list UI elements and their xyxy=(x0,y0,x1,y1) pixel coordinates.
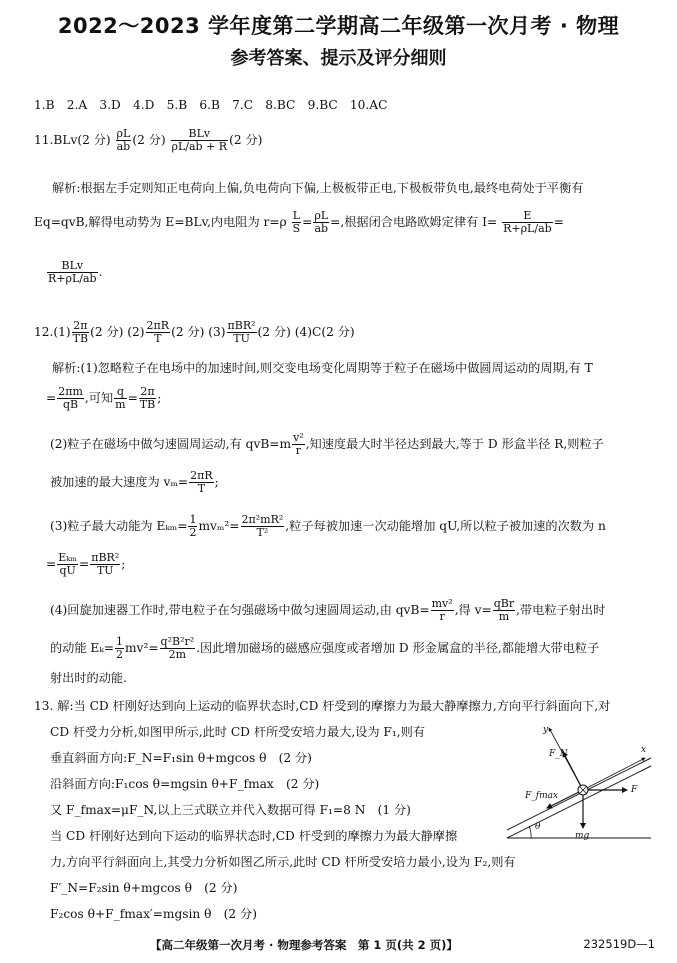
incline-line-lower xyxy=(507,766,651,838)
q12-explanation-1a: 解析:(1)忽略粒子在电场中的加速时间,则交变电场变化周期等于粒子在磁场中做圆周运动的周期,有 T xyxy=(52,361,593,375)
fraction xyxy=(139,386,156,411)
numerator: q xyxy=(114,386,126,399)
score-note: (2 分) xyxy=(132,133,166,147)
denominator: ab xyxy=(314,222,329,235)
numerator: Eₖₘ xyxy=(58,551,78,564)
text: = xyxy=(79,557,90,571)
text: (3) xyxy=(208,325,226,339)
numerator: qBr xyxy=(493,597,515,610)
text: (1) xyxy=(53,325,71,339)
text: ; xyxy=(121,557,126,571)
text: .因此增加磁场的磁感应强度或者增加 D 形金属盒的半径,都能增大带电粒子 xyxy=(196,641,600,655)
text: = xyxy=(46,391,57,405)
denominator: 2m xyxy=(168,648,187,661)
text: (2)粒子在磁场中做匀速圆周运动,有 qvB=m xyxy=(50,437,292,451)
numerator: 1 xyxy=(116,635,123,648)
text: ,可知 xyxy=(84,391,114,405)
angle-label: θ xyxy=(535,822,541,832)
ampere-force-label: F xyxy=(631,785,638,795)
denominator: TU xyxy=(96,564,114,577)
fraction xyxy=(493,598,515,623)
q13-line-1: 13. 解:当 CD 杆刚好达到向上运动的临界状态时,CD 杆受到的摩擦力为最大静摩擦力,方向平行斜面向下,对 xyxy=(34,699,611,713)
y-axis-label: y xyxy=(543,725,549,735)
numerator: mv² xyxy=(431,597,453,610)
q13-line-5: 又 F_fmax=μF_N,以上三式联立并代入数据可得 F₁=8 N (1 分) xyxy=(50,803,411,817)
text: mvₘ²= xyxy=(198,519,240,533)
text: (4)C(2 分) xyxy=(294,325,355,339)
denominator: R+ρL/ab xyxy=(503,222,552,235)
denominator: 2 xyxy=(189,526,197,539)
numerator: πBR² xyxy=(91,551,120,564)
numerator: ρL xyxy=(116,127,131,140)
q11-answer-3-fraction xyxy=(171,128,229,153)
fraction xyxy=(47,260,98,285)
page-title: 2022～2023 学年度第二学期高二年级第一次月考 · 物理 xyxy=(57,14,620,38)
score-note: (2 分) xyxy=(171,325,205,339)
numerator: q²B²r² xyxy=(160,635,195,648)
fraction xyxy=(57,552,78,577)
denominator: TB xyxy=(139,398,156,411)
numerator: 2πR xyxy=(190,469,213,482)
q12-explanation-4a xyxy=(50,598,605,623)
text: ,得 v= xyxy=(454,603,492,617)
fraction xyxy=(72,320,89,345)
numerator: BLv xyxy=(171,128,229,141)
numerator: E xyxy=(502,210,553,223)
text: =,根据闭合电路欧姆定律有 I= xyxy=(330,215,498,229)
denominator: qB xyxy=(62,398,79,411)
text: 被加速的最大速度为 vₘ= xyxy=(50,475,189,489)
fraction xyxy=(57,386,84,411)
q12-answer-line xyxy=(34,320,355,345)
q11-answer-2-fraction xyxy=(116,128,132,153)
numerator: v² xyxy=(293,431,304,444)
fraction xyxy=(160,636,196,661)
denominator: r xyxy=(439,610,445,623)
numerator: 2πm xyxy=(58,385,83,398)
q11-explanation-line-3 xyxy=(46,260,102,285)
score-note: (2 分) xyxy=(257,325,291,339)
q11-explanation-line-1: 解析:根据左手定则知正电荷向上偏,负电荷向下偏,上极板带正电,下极板带负电,最终电荷处于平衡有 xyxy=(52,181,584,195)
fraction xyxy=(241,514,285,539)
denominator: r xyxy=(295,444,301,457)
fraction xyxy=(114,386,126,411)
numerator: 1 xyxy=(189,513,197,526)
denominator: 2 xyxy=(116,648,123,661)
fraction xyxy=(115,636,124,661)
fraction xyxy=(90,552,120,577)
denominator: R+ρL/ab xyxy=(48,272,97,285)
denominator: TU xyxy=(233,332,250,345)
text: (2) xyxy=(127,325,145,339)
force-diagram xyxy=(505,722,655,842)
score-note: (2 分) xyxy=(229,133,263,147)
text: Eq=qvB,解得电动势为 E=BLv,内电阻为 r=ρ xyxy=(34,215,287,229)
page-subtitle: 参考答案、提示及评分细则 xyxy=(230,48,447,69)
q12-label: 12. xyxy=(34,325,54,339)
fraction xyxy=(292,210,302,235)
numerator: 2π²mR² xyxy=(241,513,284,526)
numerator: πBR² xyxy=(227,319,256,332)
denominator: T xyxy=(154,332,162,345)
q13-line-2: CD 杆受力分析,如图甲所示,此时 CD 杆所受安培力最大,设为 F₁,则有 xyxy=(50,725,426,739)
q13-line-7: 力,方向平行斜面向上,其受力分析如图乙所示,此时 CD 杆所受安培力最小,设为 F₂,则有 xyxy=(50,855,516,869)
x-axis-label: x xyxy=(641,745,647,755)
footer-page-info: 【高二年级第一次月考 · 物理参考答案 第 1 页(共 2 页)】 xyxy=(150,938,458,952)
fraction xyxy=(431,598,454,623)
text: ,知速度最大时半径达到最大,等于 D 形盒半径 R,则粒子 xyxy=(305,437,604,451)
denominator: TB xyxy=(72,332,89,345)
q11-label: 11. xyxy=(34,133,54,147)
footer-code: 232519D—1 xyxy=(583,937,655,951)
q12-explanation-2a xyxy=(50,432,604,457)
text: ,粒子每被加速一次动能增加 qU,所以粒子被加速的次数为 n xyxy=(285,519,606,533)
text: ,带电粒子射出时 xyxy=(516,603,606,617)
q11-answer-1: BLv(2 分) xyxy=(53,133,111,147)
fraction xyxy=(502,210,553,235)
denominator: T² xyxy=(256,526,269,539)
text: ; xyxy=(214,475,219,489)
text: = xyxy=(302,215,313,229)
q11-answer-line xyxy=(34,128,262,153)
score-note: (2 分) xyxy=(90,325,124,339)
fraction xyxy=(313,210,329,235)
angle-arc xyxy=(529,826,531,838)
fraction xyxy=(189,470,214,495)
text: = xyxy=(553,215,564,229)
q13-line-6: 当 CD 杆刚好达到向下运动的临界状态时,CD 杆受到的摩擦力为最大静摩擦 xyxy=(50,829,458,843)
fraction xyxy=(188,514,197,539)
denominator: m xyxy=(115,398,126,411)
q12-explanation-4b xyxy=(50,636,599,661)
friction-force-label: F_fmax xyxy=(525,791,559,801)
numerator: ρL xyxy=(314,209,329,222)
numerator: 2π xyxy=(73,319,88,332)
gravity-label: mg xyxy=(575,831,590,841)
text: . xyxy=(98,265,103,279)
text: = xyxy=(127,391,138,405)
text: = xyxy=(46,557,57,571)
q13-line-3: 垂直斜面方向:F_N=F₁sin θ+mgcos θ (2 分) xyxy=(50,751,312,765)
q11-explanation-line-2 xyxy=(34,210,564,235)
q13-line-9: F₂cos θ+F_fmax′=mgsin θ (2 分) xyxy=(50,907,258,921)
choice-answers: 1.B 2.A 3.D 4.D 5.B 6.B 7.C 8.BC 9.BC 10.AC xyxy=(34,98,388,112)
text: 的动能 Eₖ= xyxy=(50,641,114,655)
q12-explanation-3a xyxy=(50,514,606,539)
q12-explanation-4c: 射出时的动能. xyxy=(50,671,127,685)
text: ; xyxy=(157,391,162,405)
fraction xyxy=(292,432,305,457)
fraction xyxy=(146,320,171,345)
fraction xyxy=(227,320,257,345)
denominator: m xyxy=(498,610,510,623)
q13-line-4: 沿斜面方向:F₁cos θ=mgsin θ+F_fmax (2 分) xyxy=(50,777,320,791)
numerator: BLv xyxy=(47,260,98,273)
q12-explanation-2b xyxy=(50,470,219,495)
text: (4)回旋加速器工作时,带电粒子在匀强磁场中做匀速圆周运动,由 qvB= xyxy=(50,603,430,617)
text: mv²= xyxy=(125,641,159,655)
numerator: L xyxy=(292,209,301,222)
q12-explanation-3b xyxy=(46,552,125,577)
denominator: S xyxy=(292,222,301,235)
denominator: ab xyxy=(116,140,131,153)
q13-line-8: F′_N=F₂sin θ+mgcos θ (2 分) xyxy=(50,881,238,895)
normal-force-label: F_N xyxy=(549,749,568,759)
denominator: T xyxy=(197,482,206,495)
text: (3)粒子最大动能为 Eₖₘ= xyxy=(50,519,188,533)
q12-explanation-1b xyxy=(46,386,161,411)
numerator: 2π xyxy=(140,385,155,398)
numerator: 2πR xyxy=(146,319,170,332)
denominator: qU xyxy=(59,564,76,577)
denominator: ρL/ab + R xyxy=(171,140,228,153)
